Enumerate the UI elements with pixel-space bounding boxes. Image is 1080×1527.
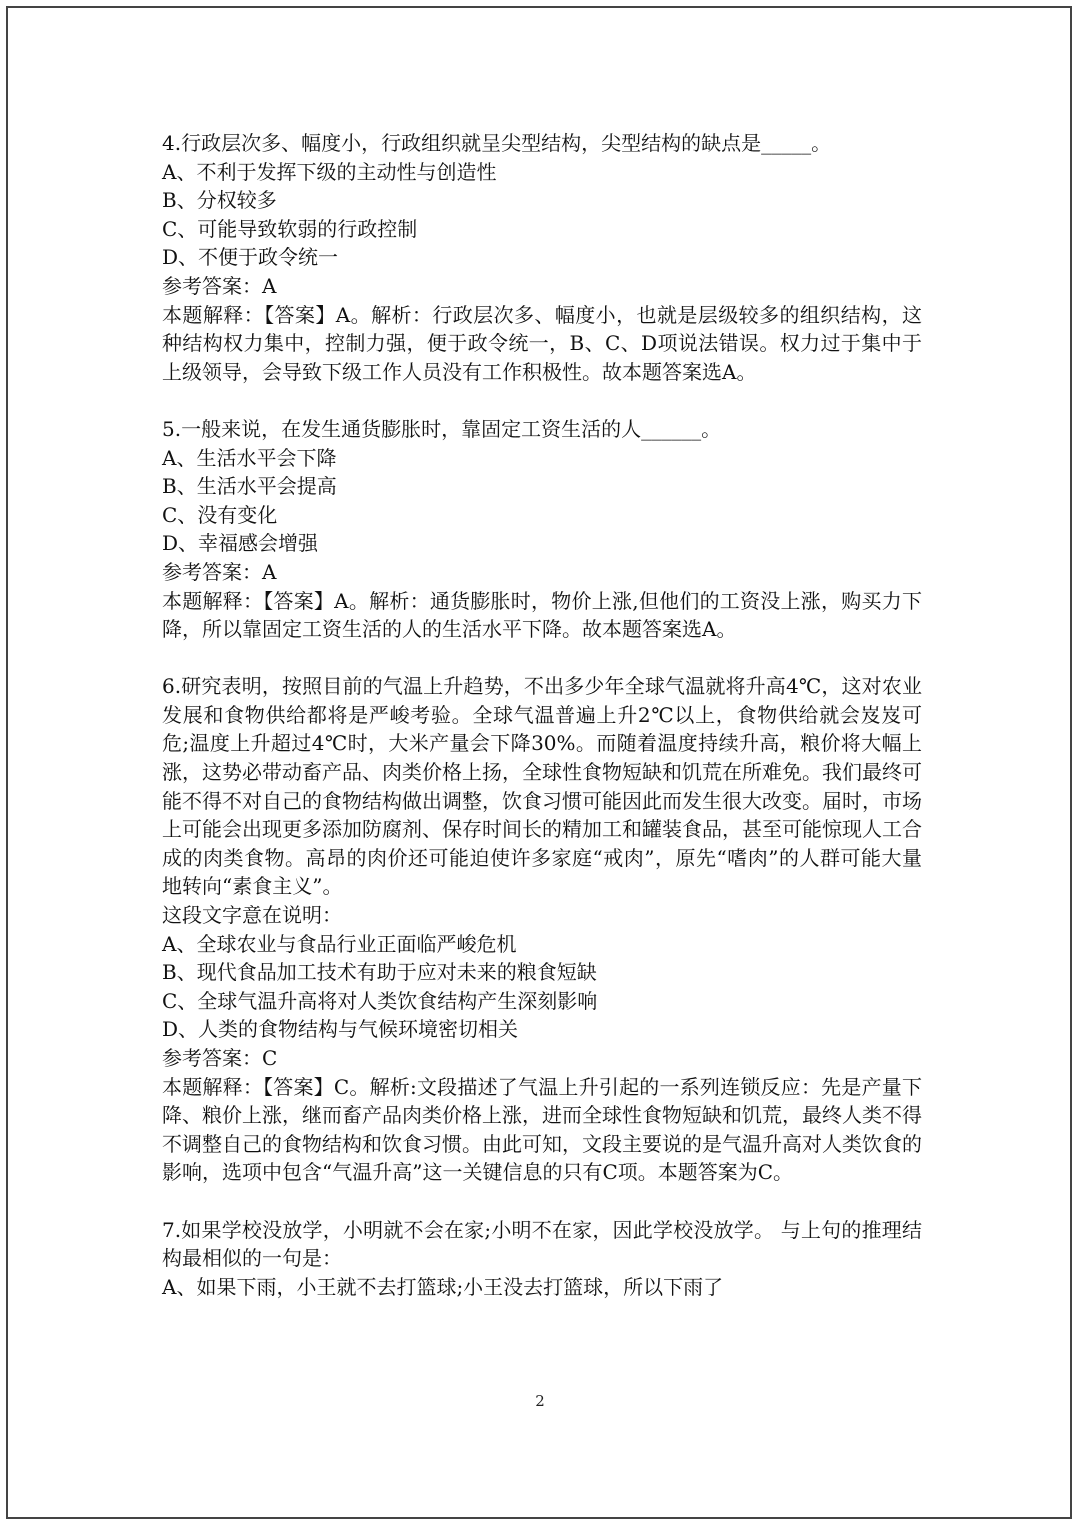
question-4 [162,129,922,386]
explanation: 本题解释：【答案】A。解析：行政层次多、幅度小，也就是层级较多的组织结构，这种结构权力集中，控制力强，便于政令统一，B、C、D项说法错误。权力过于集中于上级领导，会导致下级工作人员没有工作积极性。故本题答案选A。 [162,302,922,384]
option-d: D、幸福感会增强 [162,531,319,556]
option-c: C、没有变化 [162,502,278,527]
option-b: B、分权较多 [162,188,277,213]
option-a: A、如果下雨，小王就不去打篮球;小王没去打篮球，所以下雨了 [162,1274,724,1299]
option-c: C、全球气温升高将对人类饮食结构产生深刻影响 [162,988,598,1013]
question-stem: 6.研究表明，按照目前的气温上升趋势，不出多少年全球气温就将升高4℃，这对农业发展和食物供给都将是严峻考验。全球气温普遍上升2℃以上，食物供给就会岌岌可危;温度上升超过4℃时，大米产量会下降30%。而随着温度持续升高，粮价将大幅上涨，这势必带动畜产品、肉类价格上扬，全球性食物短缺和饥荒在所难免。我们最终可能不得不对自己的食物结构做出调整，饮食习惯可能因此而发生很大改变。届时，市场上可能会出现更多添加防腐剂、保存时间长的精加工和罐装食品，甚至可能惊现人工合成的肉类食物。高昂的肉价还可能迫使许多家庭“戒肉”，原先“嗜肉”的人群可能大量地转向“素食主义”。 [162,674,922,899]
question-7 [162,1216,922,1302]
page-number: 2 [535,1392,545,1410]
option-a: A、不利于发挥下级的主动性与创造性 [162,159,497,184]
reference-answer: 参考答案：A [162,273,277,298]
question-stem: 7.如果学校没放学，小明就不会在家;小明不在家，因此学校没放学。 与上句的推理结构最相似的一句是： [162,1217,922,1271]
question-6 [162,672,922,1187]
option-a: A、生活水平会下降 [162,445,337,470]
option-c: C、可能导致软弱的行政控制 [162,216,418,241]
document-body [162,129,922,1330]
question-stem: 5.一般来说，在发生通货膨胀时，靠固定工资生活的人______。 [162,416,722,441]
option-b: B、现代食品加工技术有助于应对未来的粮食短缺 [162,960,597,985]
question-5 [162,415,922,644]
option-a: A、全球农业与食品行业正面临严峻危机 [162,931,517,956]
explanation: 本题解释：【答案】A。解析：通货膨胀时，物价上涨,但他们的工资没上涨，购买力下降，所以靠固定工资生活的人的生活水平下降。故本题答案选A。 [162,588,922,642]
reference-answer: 参考答案：C [162,1046,278,1070]
option-d: D、人类的食物结构与气候环境密切相关 [162,1017,519,1042]
option-b: B、生活水平会提高 [162,474,337,499]
question-stem: 4.行政层次多、幅度小，行政组织就呈尖型结构，尖型结构的缺点是_____。 [162,131,832,155]
question-prompt: 这段文字意在说明： [162,903,342,928]
reference-answer: 参考答案：A [162,559,277,584]
option-d: D、不便于政令统一 [162,245,339,270]
explanation: 本题解释：【答案】C。解析:文段描述了气温上升引起的一系列连锁反应：先是产量下降、粮价上涨，继而畜产品肉类价格上涨，进而全球性食物短缺和饥荒，最终人类不得不调整自己的食物结构和饮食习惯。由此可知，文段主要说的是气温升高对人类饮食的影响，选项中包含“气温升高”这一关键信息的只有C项。本题答案为C。 [162,1074,922,1185]
